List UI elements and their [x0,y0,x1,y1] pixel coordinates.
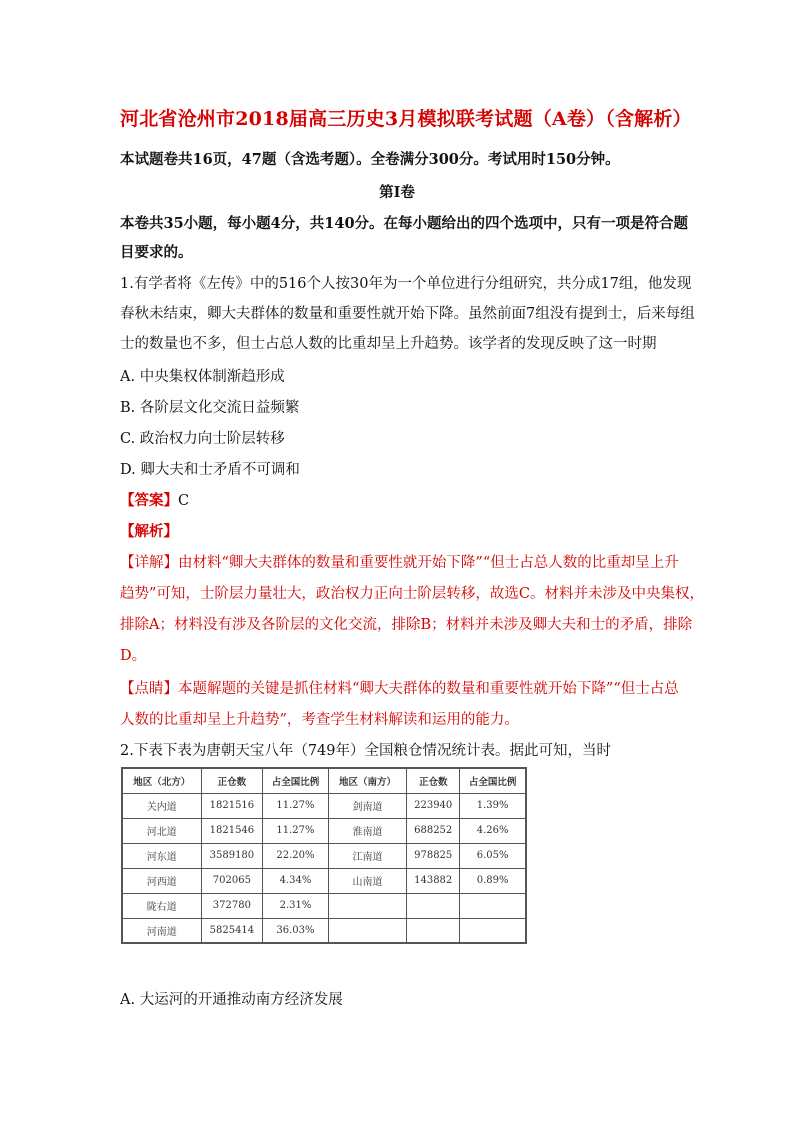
table-cell [407,918,460,943]
q1-detail-line-1: 【详解】由材料“卿大夫群体的数量和重要性就开始下降”“但士占总人数的比重却呈上升 [120,555,679,571]
table-row [122,793,526,818]
table-cell: 3589180 [201,843,263,868]
table-cell: 11.27% [263,793,329,818]
q1-detail-line-3: 排除A；材料没有涉及各阶层的文化交流，排除B；材料并未涉及卿大夫和士的矛盾，排除 [120,617,693,633]
table-cell: 关内道 [122,793,201,818]
table-cell: 372780 [201,893,263,918]
table-row [122,893,526,918]
answer-value: C [178,493,190,509]
table-cell: 淮南道 [328,818,406,843]
q2-option-a: A. 大运河的开通推动南方经济发展 [120,992,343,1008]
table-cell: 江南道 [328,843,406,868]
header-cell: 正仓数 [407,768,460,793]
table-cell: 702065 [201,868,263,893]
table-cell: 6.05% [460,843,526,868]
q1-comment-line-2: 人数的比重却呈上升趋势”，考查学生材料解读和运用的能力。 [120,712,519,728]
q1-answer [120,489,189,510]
table-cell: 河北道 [122,818,201,843]
table-cell: 36.03% [263,918,329,943]
table-cell: 陇右道 [122,893,201,918]
q1-detail-line-4: D。 [120,648,147,664]
q1-option-a: A. 中央集权体制渐趋形成 [120,369,285,385]
q1-stem-line-1: 1.有学者将《左传》中的516个人按30年为一个单位进行分组研究，共分成17组，他发现 [120,276,692,292]
volume-description-line-2: 目要求的。 [120,244,193,261]
table-cell: 11.27% [263,818,329,843]
table-cell: 4.26% [460,818,526,843]
table-cell: 1821546 [201,818,263,843]
table-cell: 143882 [407,868,460,893]
table-row [122,918,526,943]
table-cell: 4.34% [263,868,329,893]
table-cell: 0.89% [460,868,526,893]
volume-title: 第Ⅰ卷 [379,184,415,201]
table-cell: 1821516 [201,793,263,818]
q1-stem-line-3: 士的数量也不多，但士占总人数的比重却呈上升趋势。该学者的发现反映了这一时期 [120,336,657,352]
document-title: 河北省沧州市2018届高三历史3月模拟联考试题（A卷）（含解析） [120,108,692,130]
table-cell: 2.31% [263,893,329,918]
table-row [122,868,526,893]
header-cell: 地区（南方） [328,768,406,793]
q1-detail-line-2: 趋势”可知，士阶层力量壮大，政治权力正向士阶层转移，故选C。材料并未涉及中央集权， [120,586,705,602]
table-cell: 688252 [407,818,460,843]
table-row [122,818,526,843]
q1-option-b: B. 各阶层文化交流日益频繁 [120,400,300,416]
table-cell [328,918,406,943]
q1-option-d: D. 卿大夫和士矛盾不可调和 [120,462,300,478]
q1-stem-line-2: 春秋未结束，卿大夫群体的数量和重要性就开始下降。虽然前面7组没有提到士，后来每组 [120,306,695,322]
table-header-row [122,768,526,793]
analysis-label: 【解析】 [120,523,178,540]
table-cell [328,893,406,918]
volume-description-line-1: 本卷共35小题，每小题4分，共140分。在每小题给出的四个选项中，只有一项是符合题 [120,215,689,232]
table-cell: 978825 [407,843,460,868]
table-cell: 223940 [407,793,460,818]
q1-comment-line-1: 【点睛】本题解题的关键是抓住材料“卿大夫群体的数量和重要性就开始下降”“但士占总 [120,681,679,697]
table-cell: 22.20% [263,843,329,868]
header-cell: 占全国比例 [460,768,526,793]
header-cell: 地区（北方） [122,768,201,793]
table-cell: 剑南道 [328,793,406,818]
table-cell [407,893,460,918]
table-cell: 5825414 [201,918,263,943]
table-cell: 河东道 [122,843,201,868]
answer-label: 【答案】 [120,492,178,509]
table-row [122,843,526,868]
table-cell [460,893,526,918]
table-cell: 山南道 [328,868,406,893]
granary-statistics-table [121,767,527,944]
table-cell: 河西道 [122,868,201,893]
q2-stem: 2.下表下表为唐朝天宝八年（749年）全国粮仓情况统计表。据此可知，当时 [120,743,612,759]
table-cell: 河南道 [122,918,201,943]
table-cell [460,918,526,943]
exam-intro: 本试题卷共16页，47题（含选考题）。全卷满分300分。考试用时150分钟。 [120,151,620,168]
header-cell: 占全国比例 [263,768,329,793]
table-cell: 1.39% [460,793,526,818]
header-cell: 正仓数 [201,768,263,793]
q1-option-c: C. 政治权力向士阶层转移 [120,431,285,447]
